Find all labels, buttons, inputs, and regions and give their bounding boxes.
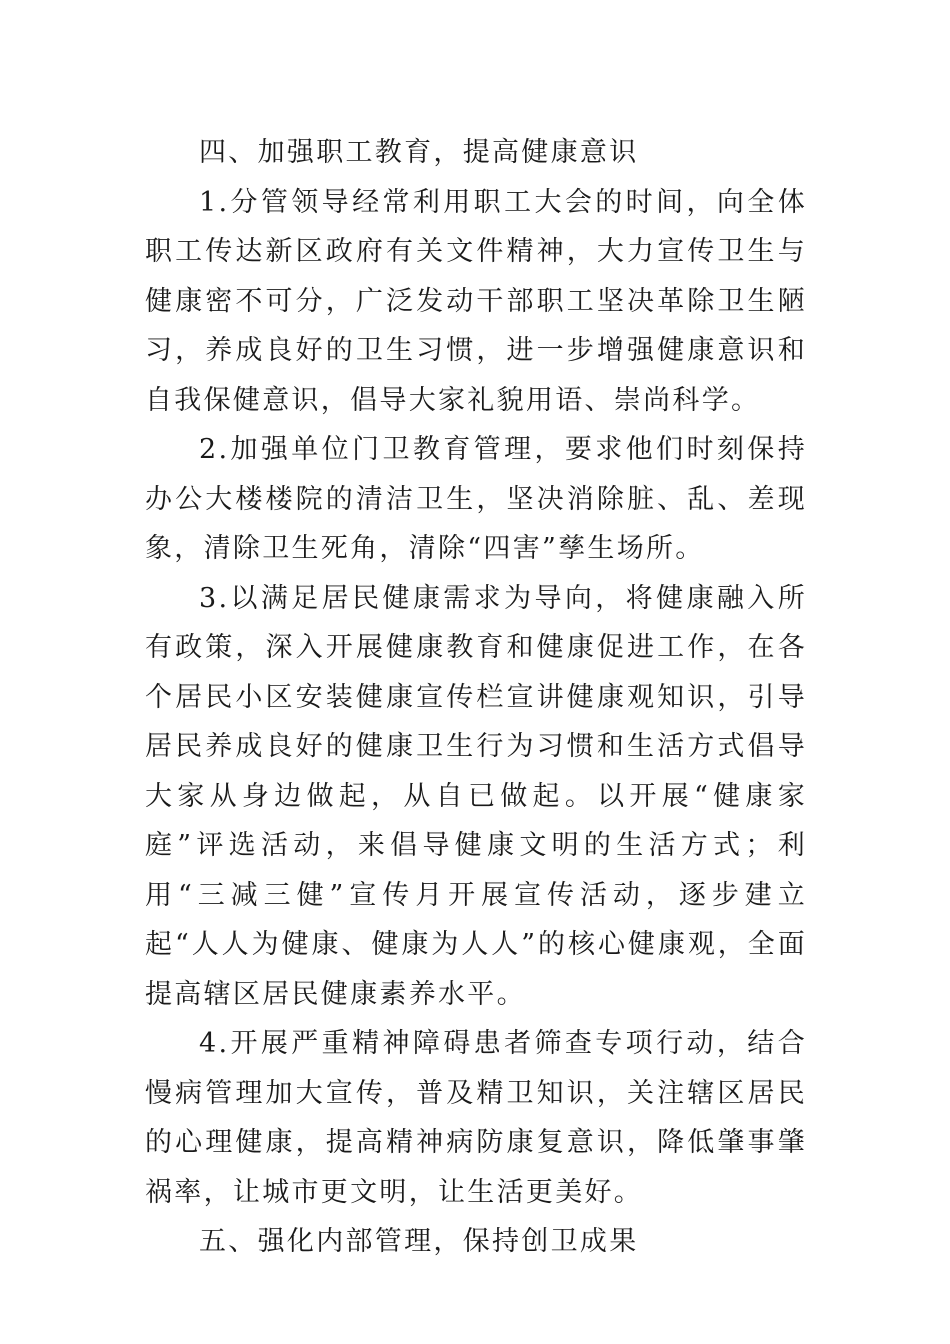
- paragraph-item-4: 4.开展严重精神障碍患者筛查专项行动，结合慢病管理加大宣传，普及精卫知识，关注辖区居民的心理健康，提高精神病防康复意识，降低肇事肇祸率，让城市更文明，让生活更美好。: [145, 1028, 807, 1208]
- paragraph-item-2: 2.加强单位门卫教育管理，要求他们时刻保持办公大楼楼院的清洁卫生，坚决消除脏、乱、差现象，清除卫生死角，清除“四害”孳生场所。: [145, 434, 807, 564]
- section-heading-five: 五、强化内部管理，保持创卫成果: [199, 1226, 639, 1257]
- section-heading-four: 四、加强职工教育，提高健康意识: [199, 137, 639, 168]
- document-body: [145, 128, 807, 1267]
- paragraph-item-1: 1.分管领导经常利用职工大会的时间，向全体职工传达新区政府有关文件精神，大力宣传卫生与健康密不可分，广泛发动干部职工坚决革除卫生陋习，养成良好的卫生习惯，进一步增强健康意识和自我保健意识，倡导大家礼貌用语、崇尚科学。: [145, 186, 807, 416]
- paragraph-item-3: 3.以满足居民健康需求为导向，将健康融入所有政策，深入开展健康教育和健康促进工作，在各个居民小区安装健康宣传栏宣讲健康观知识，引导居民养成良好的健康卫生行为习惯和生活方式倡导大家从身边做起，从自已做起。以开展“健康家庭”评选活动，来倡导健康文明的生活方式；利用“三减三健”宣传月开展宣传活动，逐步建立起“人人为健康、健康为人人”的核心健康观，全面提高辖区居民健康素养水平。: [145, 582, 807, 1010]
